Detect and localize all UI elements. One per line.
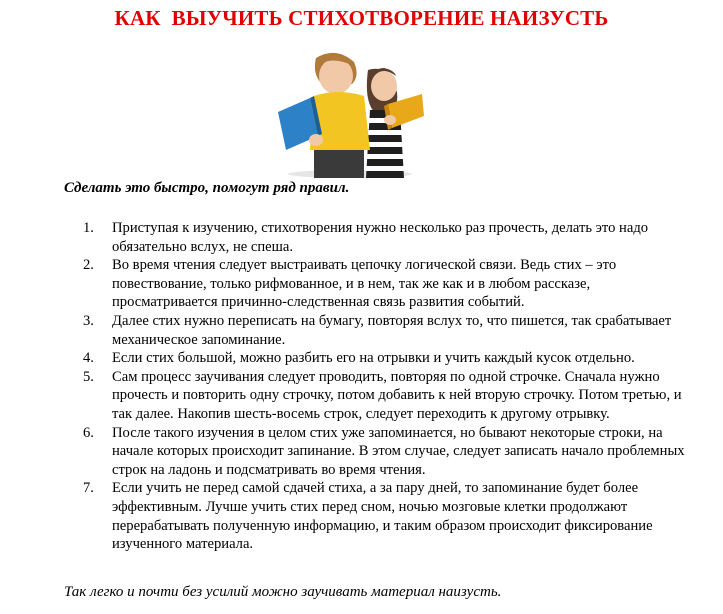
rule-item — [83, 312, 693, 349]
rule-text: Если стих большой, можно разбить его на отрывки и учить каждый кусок отдельно. — [112, 350, 635, 367]
rule-item — [83, 256, 693, 312]
rule-number: 2. — [83, 257, 94, 274]
rule-item — [83, 368, 693, 424]
rule-text: Сам процесс заучивания следует проводить, повторяя по одной строчке. Сначала нужно прочесть и повторить одну строчку, потом добавить к ней вторую строчку. Потом третью, и так далее. Накопив шесть-восемь строк, следует переходить к другому отрывку. — [112, 368, 682, 422]
children-reading-photo — [276, 40, 424, 178]
rule-number: 4. — [83, 350, 94, 367]
rule-text: Во время чтения следует выстраивать цепочку логической связи. Ведь стих – это повествование, только рифмованное, и в нем, так же как и в любом рассказе, просматривается причинно-следственная связь развития событий. — [112, 257, 617, 311]
rule-number: 1. — [83, 220, 94, 236]
rule-number: 3. — [83, 312, 94, 329]
rule-text: После такого изучения в целом стих уже запоминается, но бывают некоторые строки, на начале которых происходит запинание. В этом случае, следует записать начало проблемных строк на ладонь и подсматривать во время чтения. — [112, 424, 685, 478]
rule-number: 5. — [83, 368, 94, 385]
rule-number: 7. — [83, 480, 94, 497]
page-title: КАК ВЫУЧИТЬ СТИХОТВОРЕНИЕ НАИЗУСТЬ — [114, 6, 609, 30]
closing-text: Так легко и почти без усилий можно заучивать материал наизусть. — [64, 584, 502, 600]
rule-number: 6. — [83, 424, 94, 441]
rule-item — [83, 424, 693, 480]
rule-item — [83, 479, 693, 553]
intro-text: Сделать это быстро, помогут ряд правил. — [64, 180, 350, 196]
rule-text: Далее стих нужно переписать на бумагу, повторяя вслух то, что пишется, так срабатывает механическое запоминание. — [112, 312, 672, 348]
rule-text: Приступая к изучению, стихотворения нужно несколько раз прочесть, делать это надо обязательно вслух, не спеша. — [112, 220, 649, 255]
rules-list — [83, 219, 693, 554]
rule-text: Если учить не перед самой сдачей стиха, а за пару дней, то запоминание будет более эффективным. Лучше учить стих перед сном, ночью мозговые клетки продолжают перерабатывать полученную информацию, и таким образом происходит фиксирование изученного материала. — [112, 480, 653, 553]
rule-item — [83, 219, 693, 256]
children-reading-illustration — [276, 40, 424, 178]
rule-item — [83, 349, 693, 368]
